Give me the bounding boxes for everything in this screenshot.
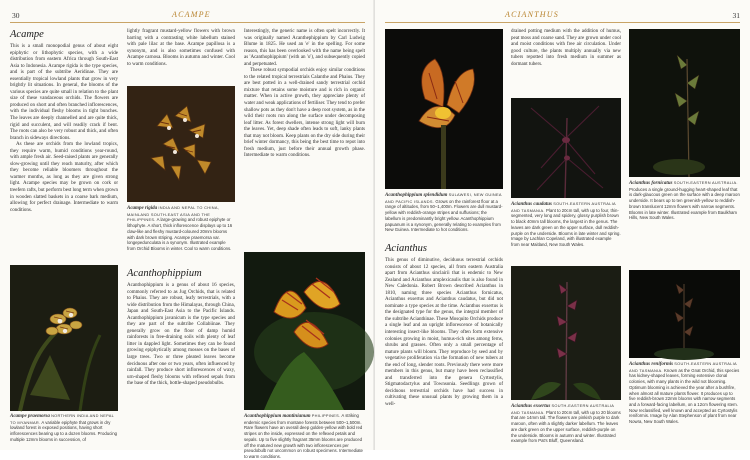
acampe-paragraph-3: lightly fragrant mustard-yellow flowers with brown barring with a contrasting white labellum stained with pale lilac at the base. Acampe papillosa is a synonym, and is also sometimes confused with Acampe carnosa. Blooms in autumn and winter. Cool to warm conditions. (127, 29, 235, 67)
caption-title: Acianthus caudatus (511, 202, 552, 207)
acianthus-fornicatus-caption (629, 180, 740, 265)
caption-text: A striking endemic species from montane forests between 500–1,500m. Rare flowers have an overall deep golden-yellow with bold red stripes on the inside, expressed on the reflexed petals and sepals. Up to five slightly fragrant 35mm blooms are produced off the matured new growth with two inflorescences per pseudobulb not uncommon on robust specimens. Intermediate to warm conditions. (244, 413, 363, 459)
caption-region: SOUTH-EASTERN AUSTRALIA. (673, 180, 738, 185)
caption-region: SOUTH-EASTERN AUSTRALIA AND TASMANIA. (511, 201, 616, 213)
orchid-photo-image (244, 252, 365, 410)
caption-region: INDIA AND NEPAL TO CHINA, MAINLAND SOUTH-EAST ASIA AND THE PHILIPPINES. (127, 205, 220, 223)
orchid-photo-image (127, 86, 235, 202)
acampe-rigida-caption (127, 205, 235, 265)
running-head-right: ACIANTHUS (505, 10, 559, 19)
acampe-article (10, 29, 118, 261)
caption-text: A large-growing and robust epiphyte or lithophyte. A short, thick inflorescence displays up to 16 claw-like and fleshy mustard-coloured 20mm blooms with dark brown striping. Acampe praemorsa var. longepedunculata is a synonym. Illustrated example from Orchid Blooms in winter. Cool to warm conditions. (127, 217, 233, 251)
page-number-right: 31 (732, 11, 740, 20)
running-head-left: ACAMPE (172, 10, 211, 19)
caption-region: NORTHERN INDIA AND NEPAL TO MYANMAR. (10, 413, 114, 425)
acianthus-caudatus-caption (511, 201, 621, 261)
acanthophippium-mantinianum-caption (244, 413, 365, 459)
caption-title: Acampe praemorsa (10, 414, 50, 419)
left-page (0, 0, 375, 459)
caption-region: SULAWESI, NEW GUINEA AND PACIFIC ISLANDS. (385, 192, 502, 204)
orchid-photo-image (629, 29, 740, 177)
acampe-praemorsa-photo (10, 265, 118, 411)
acianthus-heading: Acianthus (385, 243, 427, 254)
acanthophippium-splendidum-caption (385, 192, 503, 240)
caption-title: Acampe rigida (127, 206, 158, 211)
acianthus-caudatus-photo (511, 98, 621, 198)
acianthus-exsertus-photo (511, 266, 621, 400)
orchid-photo-image (511, 98, 621, 198)
caption-title: Acianthus reniformis (629, 362, 674, 367)
caption-text: A variable epiphyte that grows in dry lowland forest in exposed positions, having short inflorescences bearing up to a dozen blooms. Producing multiple 12mm blooms in succession, of (10, 419, 118, 442)
acampe-paragraph-1: This is a small monopodial genus of about eight epiphytic or lithophytic species, with a wide distribution from eastern Africa through South-East Asia to Indonesia. Acampe rigida is the type species, and is part of the subtribe Aeridinae. They are essentially tropical lowland plants that grow in very brightly lit situations. In general, the blooms of the various species are quite small in relation to the plant size of these vandaceous orchids. The flowers are produced on short and often branched inflorescences, with the individual fleshy blooms in tight bunches. The leaves are deeply channelled and are quite thick, rigid and succulent, and will readily crack if bent. The roots can also be very robust and thick, and often branch in sideways directions. (10, 44, 118, 141)
acanthophippium-paragraph-1: Acanthophippium is a genus of about 16 species, commonly referred to as Jug Orchids, that is related to Phaius. They are robust, leafy terrestrials, with a wide distribution from the Himalayas, through China, Japan and South-East Asia to the Pacific Islands. Acanthophippium javanicum is the type species and they are part of the subtribe Collabiinae. They generally grow on the floor of damp humid rainforests in free-draining soils with plenty of leaf litter in dappled light. Sometimes they can be found growing epiphytically among mosses on the bases of large trees. Two or three pleated leaves become deciduous after one or two years, often influenced by rainfall. They produce short inflorescences of waxy, urn-shaped fleshy blooms with reflexed sepals from the base of the thick, bottle-shaped pseudobulbs. (127, 283, 235, 387)
acianthus-paragraph-2: drained potting medium with the addition of humus, peat moss and coarse sand. They are grown under cool and moist conditions with free air circulation. Under good culture, the plants multiply annually via new tubers repotted into fresh medium in summer as dormant tubers. (511, 29, 621, 67)
acampe-continuation (127, 29, 235, 81)
acanthophippium-splendidum-photo (385, 29, 503, 189)
acianthus-reniformis-photo (629, 270, 740, 358)
orchid-photo-image (10, 265, 118, 411)
caption-title: Acanthophippium splendidum (385, 193, 448, 198)
orchid-photo-image (385, 29, 503, 189)
acianthus-exsertus-caption (511, 403, 621, 448)
caption-text: Plant to 20cm tall, with up to four, thin-segmented, very long and spidery, glossy purplish brown to black 40mm tall blooms, the largest in the genus. The leaves are dark green on the upper surface, dull reddish-purple on the underside. Blooms in late winter and spring. Image by Lachlan Copeland, with illustrated example from near Maitland, New South Wales. (511, 207, 621, 247)
caption-region: PHILIPPINES. (311, 413, 341, 418)
acanthophippium-continuation (244, 29, 365, 247)
caption-text: Known as the Gnat Orchid, this species has kidney-shaped leaves, forming extensive clonal colonies, with many plants in the wild not blooming. Optimum blooming is achieved the year after a bushfire, when almost all mature plants flower. It produces up to five reddish-brown 22mm blooms with narrow segments and a forward-facing labellum, on a 12cm flowering stem. Now reclassified, well known and accepted as Cyrtostylis reniformis. Image by Alan Stephenson of plant from near Nowra, New South Wales. (629, 367, 740, 425)
acianthus-continuation (511, 29, 621, 93)
caption-title: Acianthus fornicatus (629, 181, 673, 186)
acampe-heading: Acampe (10, 29, 44, 40)
acanthophippium-article (127, 268, 235, 448)
acampe-rigida-photo (127, 86, 235, 202)
caption-text: Grows on the rainforest floor at a range of altitudes, from 50–1,400m. Flowers are dull mustard-yellow with reddish-orange stripes and suffusions; the labellum is predominantly bright yellow. Acanthophippium papuanum is a synonym, generally relating to examples from New Guinea. Intermediate to hot conditions. (385, 198, 503, 233)
caption-title: Acianthus exsertus (511, 404, 551, 409)
caption-region: SOUTH-EASTERN AUSTRALIA AND TASMANIA. (629, 361, 737, 373)
acianthus-article (385, 243, 503, 448)
right-page (375, 0, 750, 450)
caption-text: Plant to 20cm tall, with up to 20 blooms that are 14mm tall. The flowers are pinkish purple to dark maroon, often with a slightly darker labellum. The leaves are dark green on the upper surface, reddish-purple on the underside. Blooms in autumn and winter. Illustrated example from Pat's Bluff, Queensland. (511, 409, 621, 444)
acampe-praemorsa-caption (10, 413, 118, 448)
orchid-photo-image (629, 270, 740, 358)
caption-region: SOUTH-EASTERN AUSTRALIA AND TASMANIA. (511, 403, 614, 415)
acianthus-reniformis-caption (629, 361, 740, 448)
acianthus-fornicatus-photo (629, 29, 740, 177)
acampe-paragraph-2: As these are orchids from the lowland tropics, they require warm, humid conditions year-round, with ample fresh air. Seed-raised plants are generally slow-growing until they reach maturity, after which they become reliable bloomers throughout the warmer months, as long as they are given strong light. Acampe species may be grown on cork or treefern rafts, but perform best long term when grown in wooden slatted baskets in a coarse bark medium, allowing for perfect drainage. Intermediate to warm conditions. (10, 142, 118, 213)
caption-text: Produces a single ground-hugging heart-shaped leaf that is dark-glaucous green on the surface with a deep maroon underside. It bears up to ten greenish-yellow to reddish-brown translucent 12mm flowers with narrow segments. Blooms in late winter. Illustrated example from Baulkham Hills, New South Wales. (629, 186, 740, 221)
orchid-photo-image (511, 266, 621, 400)
acianthus-paragraph-1: This genus of diminutive, deciduous terrestrial orchids consists of about 12 species, all from eastern Australia apart from Acianthus sinclairii that is endemic to New Zealand and Acianthus amplexicaulis that is also found in New Caledonia. Robert Brown described Acianthus in 1810, naming three species Acianthus fornicatus, Acianthus exsertus and Acianthus caudatus, but did not nominate a type species at the time. Acianthus exsertus is the designated type for the genus, the integral member of the subtribe Acianthinae. These Mosquito Orchids produce a single leaf and an upright inflorescence of botanically interesting insect-like blooms. They often form extensive colonies growing in moist, humus-rich sites among ferns, shrubs and grasses. Often only a small percentage of mature plants will bloom. They reproduce by seed and by vegetative proliferation via the formation of new tubers at the end of long, slender roots. Previously there were more members in this genus, but many have been reclassified and transferred into the genera Cyrtostylis, Stigmatodactylus and Townsonia. Seedlings grown of deciduous terrestrial orchids have had success in cultivating these unusual plants by growing them in a well- (385, 258, 503, 408)
header-rule-left (10, 22, 365, 23)
caption-title: Acanthophippium mantinianum (244, 414, 311, 419)
acanthophippium-mantinianum-photo (244, 252, 365, 410)
acanthophippium-paragraph-2: Interestingly, the generic name is often spelt incorrectly. It was originally named Acanthephippium by Carl Ludwig Blume in 1825. He used an 'e' in the spelling. For some reason, this has been overlooked with the name being spelt as 'Acanthophippium' (with an 'o'), and subsequently copied and perpetuated. (244, 29, 365, 67)
acanthophippium-paragraph-3: These robust sympodial orchids enjoy similar conditions to the related tropical terrestrials Calanthe and Phaius. They are best potted in a well-drained sandy terrestrial orchid mixture that retains some moisture and is rich in organic matter. When in active growth, they appreciate plenty of water and weak applications of fertiliser. They tend to prefer shallow pots as they don't have a deep root system, as in the wild their roots run along the surface under decomposing leaf litter. As forest dwellers, intense strong light will burn the leaves. Yet, deep shade often leads to soft, lanky plants that may not bloom. Keep plants on the dry side during their brief winter dormancy, this being the best time to repot into fresh medium, just before their annual growth phase. Intermediate to warm conditions. (244, 68, 365, 159)
header-rule-right (385, 22, 740, 23)
page-number-left: 30 (12, 11, 20, 20)
acanthophippium-heading: Acanthophippium (127, 268, 202, 279)
